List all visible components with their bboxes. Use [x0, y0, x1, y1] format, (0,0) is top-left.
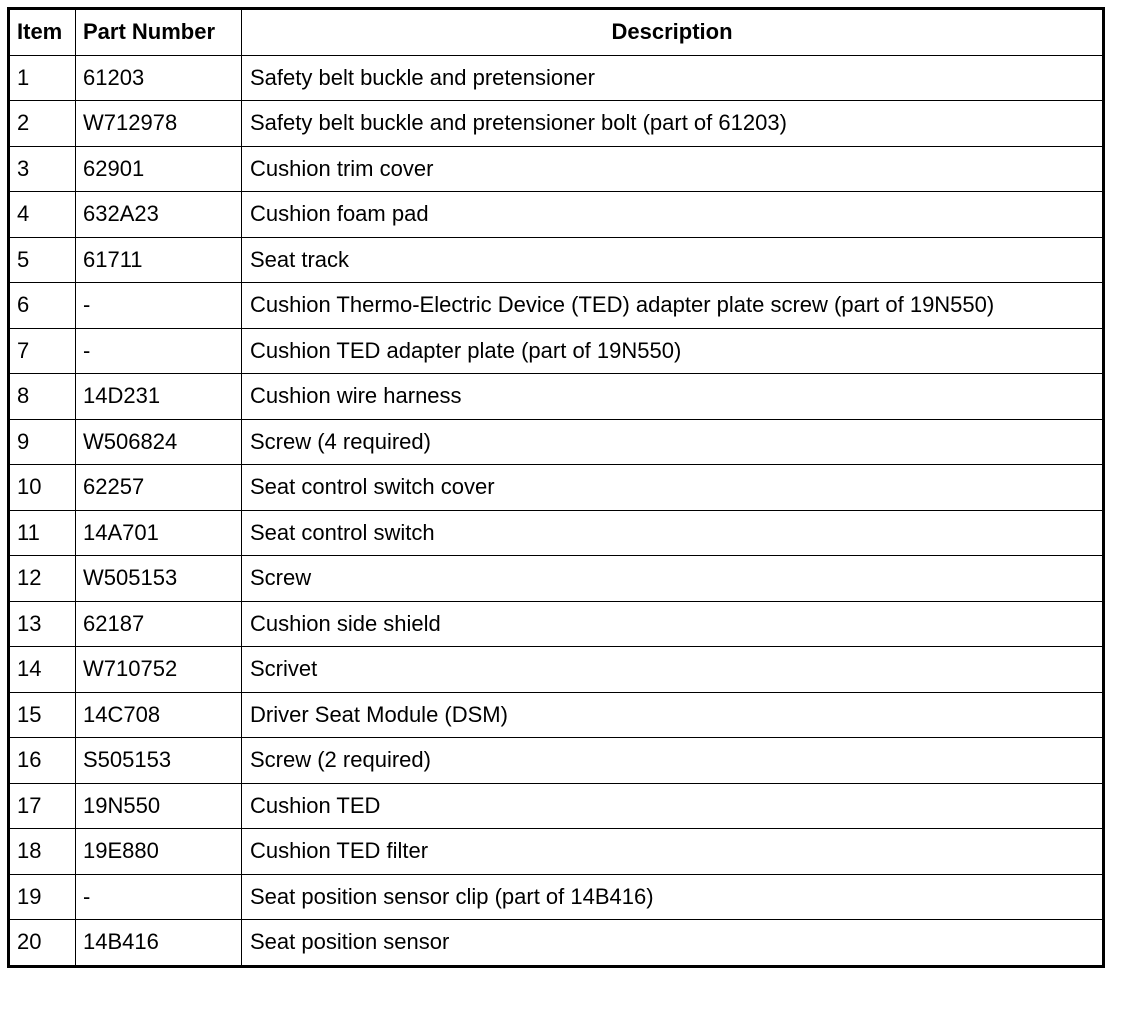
- table-row: [9, 692, 1104, 738]
- description-cell: Screw (4 required): [242, 419, 1104, 465]
- item-cell: 8: [9, 374, 76, 420]
- description-cell: Cushion wire harness: [242, 374, 1104, 420]
- item-cell: 14: [9, 647, 76, 693]
- item-cell: 3: [9, 146, 76, 192]
- description-cell: Seat position sensor clip (part of 14B416): [242, 874, 1104, 920]
- part-number-cell: W712978: [76, 101, 242, 147]
- part-number-cell: 62257: [76, 465, 242, 511]
- header-description: Description: [242, 9, 1104, 56]
- item-cell: 10: [9, 465, 76, 511]
- table-row: [9, 510, 1104, 556]
- item-cell: 17: [9, 783, 76, 829]
- description-cell: Safety belt buckle and pretensioner: [242, 55, 1104, 101]
- part-number-cell: 62901: [76, 146, 242, 192]
- table-row: [9, 465, 1104, 511]
- item-cell: 20: [9, 920, 76, 967]
- item-cell: 12: [9, 556, 76, 602]
- part-number-cell: W506824: [76, 419, 242, 465]
- table-row: [9, 237, 1104, 283]
- description-cell: Safety belt buckle and pretensioner bolt (part of 61203): [242, 101, 1104, 147]
- table-row: [9, 283, 1104, 329]
- item-cell: 2: [9, 101, 76, 147]
- table-row: [9, 556, 1104, 602]
- part-number-cell: -: [76, 283, 242, 329]
- description-cell: Seat track: [242, 237, 1104, 283]
- item-cell: 11: [9, 510, 76, 556]
- table-row: [9, 374, 1104, 420]
- table-row: [9, 601, 1104, 647]
- table-row: [9, 419, 1104, 465]
- table-row: [9, 874, 1104, 920]
- item-cell: 4: [9, 192, 76, 238]
- part-number-cell: 62187: [76, 601, 242, 647]
- part-number-cell: 14C708: [76, 692, 242, 738]
- item-cell: 19: [9, 874, 76, 920]
- table-row: [9, 146, 1104, 192]
- part-number-cell: -: [76, 874, 242, 920]
- part-number-cell: -: [76, 328, 242, 374]
- part-number-cell: 61711: [76, 237, 242, 283]
- item-cell: 18: [9, 829, 76, 875]
- table-row: [9, 783, 1104, 829]
- table-row: [9, 192, 1104, 238]
- description-cell: Cushion trim cover: [242, 146, 1104, 192]
- description-cell: Cushion Thermo-Electric Device (TED) adapter plate screw (part of 19N550): [242, 283, 1104, 329]
- part-number-cell: 14B416: [76, 920, 242, 967]
- part-number-cell: 61203: [76, 55, 242, 101]
- part-number-cell: 19N550: [76, 783, 242, 829]
- table-header: [9, 9, 1104, 56]
- part-number-cell: W710752: [76, 647, 242, 693]
- item-cell: 1: [9, 55, 76, 101]
- parts-table: [7, 7, 1105, 968]
- table-row: [9, 101, 1104, 147]
- header-part-number: Part Number: [76, 9, 242, 56]
- description-cell: Cushion TED adapter plate (part of 19N550): [242, 328, 1104, 374]
- item-cell: 13: [9, 601, 76, 647]
- item-cell: 15: [9, 692, 76, 738]
- part-number-cell: S505153: [76, 738, 242, 784]
- item-cell: 6: [9, 283, 76, 329]
- part-number-cell: 19E880: [76, 829, 242, 875]
- description-cell: Cushion side shield: [242, 601, 1104, 647]
- part-number-cell: 632A23: [76, 192, 242, 238]
- description-cell: Seat control switch cover: [242, 465, 1104, 511]
- table-row: [9, 328, 1104, 374]
- description-cell: Seat position sensor: [242, 920, 1104, 967]
- item-cell: 16: [9, 738, 76, 784]
- header-item: Item: [9, 9, 76, 56]
- description-cell: Cushion TED: [242, 783, 1104, 829]
- description-cell: Seat control switch: [242, 510, 1104, 556]
- item-cell: 7: [9, 328, 76, 374]
- part-number-cell: 14A701: [76, 510, 242, 556]
- part-number-cell: W505153: [76, 556, 242, 602]
- description-cell: Screw: [242, 556, 1104, 602]
- item-cell: 9: [9, 419, 76, 465]
- table-body: [9, 55, 1104, 966]
- description-cell: Driver Seat Module (DSM): [242, 692, 1104, 738]
- description-cell: Screw (2 required): [242, 738, 1104, 784]
- part-number-cell: 14D231: [76, 374, 242, 420]
- table-row: [9, 920, 1104, 967]
- description-cell: Scrivet: [242, 647, 1104, 693]
- header-row: [9, 9, 1104, 56]
- description-cell: Cushion foam pad: [242, 192, 1104, 238]
- description-cell: Cushion TED filter: [242, 829, 1104, 875]
- table-row: [9, 829, 1104, 875]
- table-row: [9, 55, 1104, 101]
- table-row: [9, 738, 1104, 784]
- item-cell: 5: [9, 237, 76, 283]
- table-row: [9, 647, 1104, 693]
